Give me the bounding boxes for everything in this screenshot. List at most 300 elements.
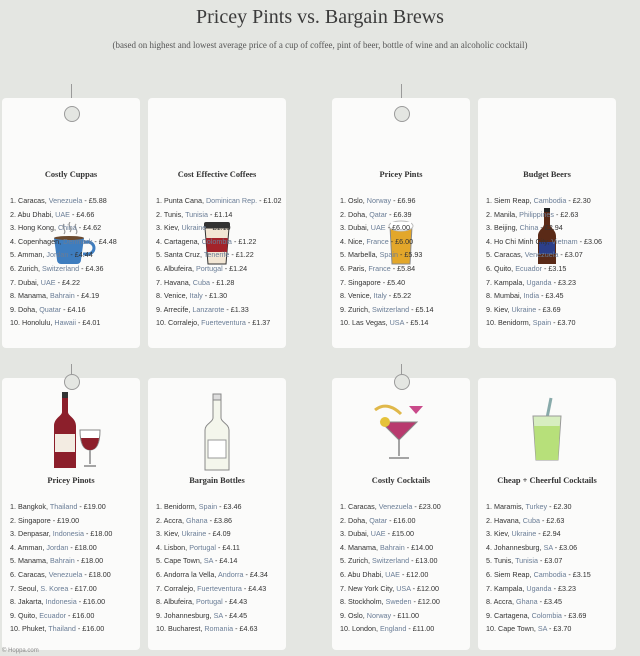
list-item — [10, 248, 117, 262]
list-item — [486, 194, 602, 208]
item-rank: 6. — [156, 569, 162, 579]
item-price: - £12.00 — [401, 569, 429, 579]
item-rank: 5. — [340, 250, 346, 260]
item-city: Jakarta, — [18, 597, 44, 607]
item-rank: 3. — [340, 529, 346, 539]
item-price: - £4.09 — [208, 529, 231, 539]
ranking-list — [156, 194, 282, 330]
item-price: - £4.22 — [57, 277, 80, 287]
list-item — [156, 568, 268, 582]
item-city: Copenhagen, — [18, 236, 62, 246]
item-rank: 8. — [10, 291, 16, 301]
item-city: Arrecife, — [163, 304, 191, 314]
white-wine-bottle-icon — [148, 392, 286, 476]
item-price: - £5.22 — [388, 291, 412, 301]
list-item — [486, 289, 602, 303]
list-item — [340, 262, 434, 276]
list-item — [340, 248, 434, 262]
item-rank: 6. — [486, 263, 492, 273]
item-country: USA — [396, 583, 411, 593]
tag-costly-cocktails — [332, 378, 470, 650]
item-city: Tunis, — [493, 556, 514, 566]
item-price: - £4.62 — [78, 223, 102, 233]
item-country: Tunisia — [185, 209, 208, 219]
item-city: Kiev, — [164, 223, 180, 233]
item-country: Ghana — [515, 597, 538, 607]
list-item — [340, 316, 434, 330]
item-price: - £3.06 — [554, 542, 578, 552]
item-city: Manama, — [18, 556, 48, 566]
list-item — [156, 541, 268, 555]
item-city: Las Vegas, — [352, 318, 388, 328]
list-item — [10, 500, 112, 514]
item-country: Philippines — [519, 209, 554, 219]
list-item — [156, 235, 282, 249]
item-country: Jordan — [46, 542, 69, 552]
list-item — [156, 622, 268, 636]
item-country: Indonesia — [45, 597, 77, 607]
item-city: Manama, — [18, 291, 48, 301]
tag-costly-cuppas — [2, 98, 140, 348]
item-country: Jordan — [46, 250, 69, 260]
item-price: - £11.00 — [408, 624, 435, 634]
item-city: Doha, — [348, 515, 368, 525]
item-price: - £19.00 — [79, 502, 106, 511]
item-price: - £5.93 — [399, 250, 423, 260]
item-city: Tunis, — [163, 209, 184, 219]
list-item — [486, 527, 591, 541]
item-price: - £19.00 — [52, 515, 80, 525]
list-item — [340, 527, 441, 541]
item-country: Venezuela — [378, 502, 413, 511]
tag-cheap-cheerful-cocktails — [478, 378, 616, 650]
item-city: Punta Cana, — [164, 196, 204, 205]
item-rank: 2. — [10, 515, 16, 525]
item-city: Zurich, — [18, 263, 40, 273]
list-item — [340, 568, 441, 582]
list-item — [340, 289, 434, 303]
item-price: - £12.00 — [412, 583, 439, 593]
item-country: Spain — [532, 318, 552, 328]
item-price: - £1.22 — [231, 250, 254, 260]
item-country: Bahrain — [49, 556, 75, 566]
list-item — [486, 554, 591, 568]
item-price: - £3.07 — [539, 556, 563, 566]
item-country: Venezuela — [48, 569, 83, 579]
list-item — [340, 514, 441, 528]
item-price: - £11.00 — [393, 610, 419, 620]
list-item — [340, 303, 434, 317]
item-rank: 3. — [486, 529, 492, 539]
item-country: Colombia — [531, 610, 562, 620]
item-rank: 4. — [486, 236, 492, 246]
list-item — [340, 582, 441, 596]
item-country: Norway — [366, 196, 392, 205]
item-price: - £18.00 — [70, 542, 97, 552]
list-item — [340, 609, 441, 623]
item-price: - £4.43 — [243, 583, 267, 593]
item-country: Fuerteventura — [201, 318, 246, 328]
item-country: Vietnam — [551, 236, 578, 246]
item-price: - £2.30 — [568, 196, 591, 205]
item-rank: 6. — [340, 569, 346, 579]
item-price: - £3.15 — [543, 263, 567, 273]
item-country: SA — [203, 556, 214, 566]
item-rank: 7. — [486, 277, 492, 287]
ranking-list — [340, 500, 441, 636]
wine-bottle-glass-icon — [2, 390, 140, 474]
list-item — [156, 289, 282, 303]
list-item — [486, 303, 602, 317]
item-price: - £5.14 — [405, 318, 429, 328]
item-price: - £18.00 — [84, 569, 111, 579]
mojito-glass-icon — [478, 396, 616, 466]
item-country: Switzerland — [41, 263, 80, 273]
item-city: Hong Kong, — [18, 223, 56, 233]
item-price: - £5.84 — [392, 263, 416, 273]
item-rank: 5. — [156, 556, 162, 566]
item-city: Paris, — [348, 263, 367, 273]
item-rank: 7. — [156, 583, 162, 593]
list-item — [10, 609, 112, 623]
list-item — [156, 554, 268, 568]
list-item — [156, 595, 268, 609]
item-country: China — [519, 223, 539, 233]
tag-cost-effective-coffees — [148, 98, 286, 348]
item-country: Switzerland — [371, 304, 410, 314]
item-city: Caracas, — [18, 569, 47, 579]
item-price: - £5.14 — [411, 304, 434, 314]
item-price: - £2.63 — [541, 515, 565, 525]
item-price: - £16.00 — [78, 597, 106, 607]
item-price: - £3.45 — [541, 291, 564, 301]
item-city: Accra, — [493, 597, 514, 607]
item-rank: 4. — [486, 542, 492, 552]
list-item — [340, 595, 441, 609]
tag-title: Pricey Pints — [379, 170, 423, 179]
item-price: - £1.30 — [204, 291, 228, 301]
page-title: Pricey Pints vs. Bargain Brews — [196, 6, 444, 28]
item-rank: 3. — [486, 223, 492, 233]
item-price: - £2.30 — [549, 502, 572, 511]
item-price: - £3.70 — [553, 318, 576, 328]
item-country: Dominican Rep. — [205, 196, 258, 205]
item-rank: 4. — [156, 236, 162, 246]
item-price: - £6.00 — [387, 223, 410, 233]
item-country: UAE — [385, 569, 400, 579]
list-item — [486, 262, 602, 276]
list-item — [486, 595, 591, 609]
item-price: - £18.00 — [85, 529, 113, 539]
item-city: Siem Reap, — [494, 569, 532, 579]
item-city: Johannesburg, — [164, 610, 212, 620]
item-country: Spain — [198, 502, 218, 511]
item-city: Oslo, — [348, 196, 365, 205]
item-country: Portugal — [195, 597, 223, 607]
item-price: - £4.44 — [70, 250, 93, 260]
tag-title: Bargain Bottles — [189, 476, 245, 485]
item-rank: 8. — [156, 291, 162, 301]
list-item — [156, 248, 282, 262]
cocktail-glass-icon — [332, 400, 470, 466]
item-city: Stockholm, — [348, 597, 384, 607]
item-city: Kiev, — [494, 529, 510, 539]
item-country: Switzerland — [371, 556, 410, 566]
item-rank: 8. — [486, 597, 492, 607]
item-city: Albufeira, — [163, 597, 194, 607]
item-rank: 8. — [156, 597, 162, 607]
item-rank: 2. — [10, 209, 16, 219]
item-rank: 1. — [340, 196, 346, 205]
item-price: - £14.00 — [406, 542, 434, 552]
list-item — [10, 194, 117, 208]
item-country: UAE — [370, 223, 386, 233]
item-price: - £1.37 — [247, 318, 271, 328]
item-country: Andorra — [217, 569, 244, 579]
tag-title: Cost Effective Coffees — [177, 170, 257, 179]
item-rank: 8. — [486, 291, 492, 301]
item-country: Indonesia — [52, 529, 84, 539]
item-rank: 8. — [10, 597, 16, 607]
item-city: Quito, — [494, 263, 514, 273]
tag-pricey-pints — [332, 98, 470, 348]
item-country: Uganda — [526, 583, 552, 593]
list-item — [10, 568, 112, 582]
item-city: Siem Reap, — [494, 196, 532, 205]
item-city: Corralejo, — [164, 583, 196, 593]
item-city: Albufeira, — [163, 263, 194, 273]
item-country: SA — [537, 624, 548, 634]
item-rank: 9. — [156, 304, 162, 314]
item-rank: 3. — [156, 529, 162, 539]
item-rank: 1. — [486, 502, 492, 511]
item-rank: 10. — [10, 624, 20, 634]
item-price: - £1.19 — [208, 223, 231, 233]
ranking-list — [486, 194, 602, 330]
item-rank: 10. — [10, 318, 20, 328]
list-item — [486, 514, 591, 528]
list-item — [486, 316, 602, 330]
item-country: Ukraine — [511, 304, 537, 314]
list-item — [156, 609, 268, 623]
item-rank: 2. — [156, 515, 162, 525]
item-city: Dubai, — [348, 529, 369, 539]
item-city: Ho Chi Minh City, — [494, 236, 550, 246]
list-item — [486, 622, 591, 636]
item-city: Cartagena, — [164, 236, 200, 246]
list-item — [486, 609, 591, 623]
list-item — [10, 235, 117, 249]
item-price: - £3.23 — [553, 277, 576, 287]
item-city: Maramis, — [494, 502, 524, 511]
item-price: - £4.63 — [235, 624, 258, 634]
item-city: Singapore — [348, 277, 381, 287]
list-item — [156, 194, 282, 208]
item-city: Dubai, — [348, 223, 369, 233]
item-city: Amman, — [17, 542, 45, 552]
tag-pricey-pinots — [2, 378, 140, 650]
item-rank: 7. — [486, 583, 492, 593]
item-city: Denpasar, — [18, 529, 51, 539]
item-city: Kampala, — [494, 277, 525, 287]
item-rank: 2. — [340, 515, 346, 525]
item-city: Accra, — [163, 515, 184, 525]
item-city: Zurich, — [348, 556, 370, 566]
ranking-list — [486, 500, 591, 636]
item-rank: 3. — [340, 223, 346, 233]
list-item — [156, 527, 268, 541]
item-country: Thailand — [48, 624, 76, 634]
list-item — [486, 276, 602, 290]
item-rank: 4. — [340, 236, 346, 246]
item-rank: 1. — [156, 196, 162, 205]
item-rank: 3. — [10, 223, 16, 233]
item-price: - £15.00 — [387, 529, 414, 539]
item-country: Sweden — [385, 597, 412, 607]
item-price: - £16.00 — [389, 515, 416, 525]
item-city: Caracas, — [18, 196, 47, 205]
item-city: Johannesburg, — [494, 542, 542, 552]
item-price: - £3.06 — [579, 236, 603, 246]
item-city: Cape Town, — [498, 624, 536, 634]
list-item — [10, 303, 117, 317]
item-price: - £1.02 — [259, 196, 282, 205]
item-city: Kiev, — [494, 304, 510, 314]
item-rank: 10. — [486, 318, 496, 328]
item-rank: 5. — [340, 556, 346, 566]
item-rank: 5. — [156, 250, 162, 260]
item-country: Portugal — [195, 263, 223, 273]
page-subtitle: (based on highest and lowest average price of a cup of coffee, pint of beer, bottle of wine and an alcoholic cocktail) — [112, 40, 528, 50]
item-rank: 9. — [486, 304, 492, 314]
item-country: Ecuador — [39, 610, 66, 620]
ranking-list — [156, 500, 268, 636]
item-rank: 10. — [340, 318, 350, 328]
item-city: Abu Dhabi, — [347, 569, 384, 579]
item-price: - £3.86 — [209, 515, 232, 525]
item-country: Hawaii — [54, 318, 76, 328]
item-country: Cuba — [522, 515, 540, 525]
item-city: Cartagena, — [494, 610, 530, 620]
item-rank: 4. — [340, 542, 346, 552]
list-item — [340, 221, 434, 235]
list-item — [486, 582, 591, 596]
item-city: Bangkok, — [18, 502, 48, 511]
item-rank: 6. — [156, 263, 162, 273]
list-item — [156, 514, 268, 528]
item-rank: 10. — [486, 624, 496, 634]
item-rank: 9. — [486, 610, 492, 620]
item-rank: 5. — [10, 250, 16, 260]
item-rank: 7. — [340, 277, 346, 287]
item-price: - £1.14 — [209, 209, 233, 219]
item-price: - £1.33 — [226, 304, 249, 314]
item-price: - £2.94 — [538, 529, 561, 539]
item-country: Quatar — [39, 304, 62, 314]
item-city: Santa Cruz, — [164, 250, 202, 260]
item-price: - £1.24 — [224, 263, 248, 273]
item-country: Italy — [189, 291, 203, 301]
item-country: Portugal — [189, 542, 216, 552]
item-price: - £3.07 — [560, 250, 583, 260]
item-city: Corralejo, — [168, 318, 200, 328]
tag-budget-beers — [478, 98, 616, 348]
item-country: USA — [389, 318, 404, 328]
list-item — [340, 194, 434, 208]
item-city: Benidorm, — [498, 318, 531, 328]
list-item — [486, 208, 602, 222]
item-city: Nice, — [348, 236, 365, 246]
item-city: Venice, — [348, 291, 372, 301]
item-country: Ukraine — [181, 529, 207, 539]
item-country: Uganda — [526, 277, 552, 287]
list-item — [486, 568, 591, 582]
item-city: Doha, — [348, 209, 368, 219]
item-city: Cape Town, — [164, 556, 202, 566]
item-rank: 4. — [10, 542, 16, 552]
list-item — [156, 500, 268, 514]
list-item — [340, 235, 434, 249]
item-city: Caracas, — [494, 250, 523, 260]
item-rank: 1. — [340, 502, 346, 511]
item-price: - £5.88 — [84, 196, 107, 205]
item-country: Ecuador — [515, 263, 542, 273]
item-price: - £4.34 — [245, 569, 268, 579]
item-price: - £4.14 — [215, 556, 238, 566]
item-city: Dubai, — [18, 277, 39, 287]
item-rank: 8. — [340, 597, 346, 607]
list-item — [486, 248, 602, 262]
item-country: UAE — [40, 277, 56, 287]
tag-title: Pricey Pinots — [47, 476, 95, 485]
item-city: Venice, — [164, 291, 188, 301]
item-country: SA — [213, 610, 223, 620]
item-rank: 7. — [156, 277, 162, 287]
list-item — [340, 554, 441, 568]
item-price: - £18.00 — [76, 556, 104, 566]
ranking-list — [10, 194, 117, 330]
item-rank: 1. — [486, 196, 492, 205]
list-item — [340, 541, 441, 555]
tag-title: Costly Cocktails — [371, 476, 431, 485]
item-country: Venezuela — [524, 250, 559, 260]
item-price: - £3.69 — [538, 304, 561, 314]
item-country: SA — [543, 542, 553, 552]
item-rank: 9. — [10, 304, 16, 314]
list-item — [10, 582, 112, 596]
item-rank: 1. — [156, 502, 162, 511]
item-city: Doha, — [18, 304, 38, 314]
item-city: Caracas, — [348, 502, 377, 511]
item-country: UAE — [370, 529, 386, 539]
item-price: - £3.45 — [539, 597, 562, 607]
item-price: - £6.00 — [390, 236, 414, 246]
item-city: Benidorm, — [164, 502, 197, 511]
item-rank: 6. — [486, 569, 492, 579]
item-city: Amman, — [17, 250, 45, 260]
item-city: Phuket, — [22, 624, 47, 634]
item-country: Colombia — [201, 236, 232, 246]
item-rank: 10. — [156, 624, 166, 634]
item-country: Bahrain — [379, 542, 405, 552]
item-price: - £4.01 — [77, 318, 101, 328]
item-city: Singapore — [18, 515, 51, 525]
item-country: Qatar — [369, 515, 388, 525]
item-price: - £5.40 — [382, 277, 406, 287]
item-price: - £4.66 — [71, 209, 95, 219]
item-rank: 6. — [10, 569, 16, 579]
item-rank: 7. — [10, 277, 16, 287]
